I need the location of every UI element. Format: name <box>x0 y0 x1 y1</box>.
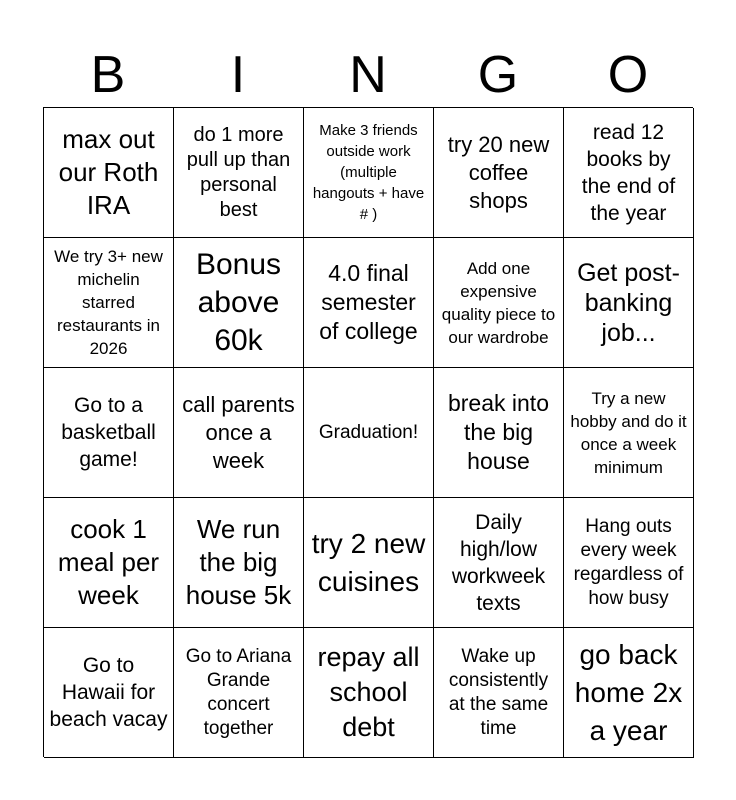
cell-text: Graduation! <box>318 421 419 443</box>
cell-text: Go to Ariana Grande concert together <box>185 645 292 739</box>
bingo-cell[interactable] <box>44 498 174 628</box>
header-letter-g: G <box>477 46 519 104</box>
bingo-cell[interactable] <box>434 238 564 368</box>
bingo-cell[interactable] <box>434 628 564 758</box>
bingo-cell[interactable] <box>304 368 434 498</box>
cell-text: Wake up consistently at the same time <box>448 645 549 739</box>
cell-text: cook 1 meal per week <box>57 514 160 610</box>
bingo-cell[interactable] <box>564 368 694 498</box>
cell-text: do 1 more pull up than personal best <box>186 123 291 221</box>
bingo-cell[interactable] <box>564 238 694 368</box>
header-letter-n: N <box>349 46 387 104</box>
cell-text: Get post-banking job... <box>577 258 680 347</box>
bingo-cell[interactable] <box>174 628 304 758</box>
bingo-cell[interactable] <box>44 368 174 498</box>
cell-text: try 2 new cuisines <box>311 527 426 597</box>
bingo-cell[interactable] <box>304 628 434 758</box>
bingo-cell[interactable] <box>564 108 694 238</box>
bingo-cell[interactable] <box>44 238 174 368</box>
cell-text: call parents once a week <box>182 391 295 473</box>
cell-text: read 12 books by the end of the year <box>581 120 676 225</box>
bingo-cell[interactable] <box>304 238 434 368</box>
cell-text: 4.0 final semester of college <box>319 260 418 344</box>
cell-text: We try 3+ new michelin starred restaurants in 2026 <box>54 247 163 358</box>
cell-text: max out our Roth IRA <box>58 124 159 220</box>
cell-text: Go to a basketball game! <box>61 394 156 471</box>
header-letter-i: I <box>230 46 246 104</box>
cell-text: Daily high/low workweek texts <box>451 510 546 615</box>
cell-text: Hang outs every week regardless of how busy <box>573 515 684 609</box>
cell-text: Add one expensive quality piece to our wardrobe <box>441 258 556 347</box>
bingo-cell[interactable] <box>564 498 694 628</box>
cell-text: go back home 2x a year <box>574 638 683 746</box>
cell-text: Go to Hawaii for beach vacay <box>49 654 168 731</box>
cell-text: repay all school debt <box>317 642 420 742</box>
bingo-cell[interactable] <box>564 628 694 758</box>
cell-text: break into the big house <box>447 390 549 474</box>
bingo-cell[interactable] <box>304 108 434 238</box>
bingo-cell[interactable] <box>174 498 304 628</box>
cell-text: We run the big house 5k <box>185 514 292 610</box>
bingo-board <box>43 107 693 757</box>
bingo-cell[interactable] <box>174 108 304 238</box>
bingo-header <box>43 46 693 104</box>
bingo-cell[interactable] <box>44 628 174 758</box>
cell-text: Bonus above 60k <box>195 247 282 357</box>
bingo-cell[interactable] <box>304 498 434 628</box>
bingo-cell[interactable] <box>174 238 304 368</box>
bingo-cell[interactable] <box>434 498 564 628</box>
bingo-cell[interactable] <box>434 368 564 498</box>
header-letter-b: B <box>90 46 126 104</box>
bingo-cell[interactable] <box>174 368 304 498</box>
cell-text: Try a new hobby and do it once a week minimum <box>570 388 687 477</box>
bingo-cell[interactable] <box>44 108 174 238</box>
header-letter-o: O <box>607 46 649 104</box>
cell-text: try 20 new coffee shops <box>447 131 550 213</box>
cell-text: Make 3 friends outside work (multiple hangouts + have # ) <box>312 122 425 223</box>
bingo-cell[interactable] <box>434 108 564 238</box>
